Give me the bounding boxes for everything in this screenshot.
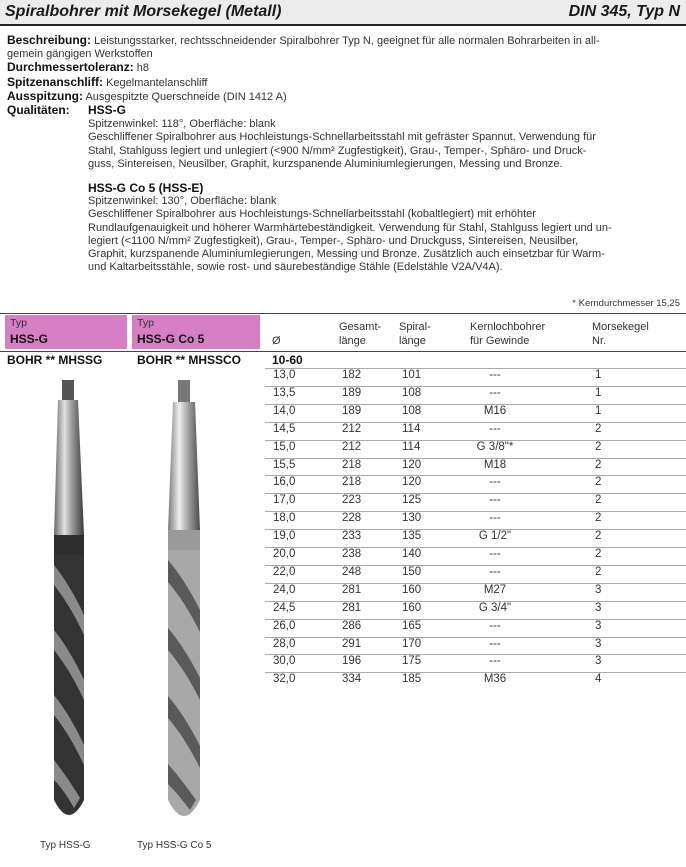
cell-s: 160 xyxy=(402,583,422,596)
beschreibung-text-2: gemein gängigen Werkstoffen xyxy=(7,48,153,61)
cell-s: 108 xyxy=(402,404,422,417)
table-row xyxy=(265,565,686,581)
col-header-spirallaenge: Spiral- länge xyxy=(399,321,431,347)
quality-2-line: Rundlaufgenauigkeit und höherer Warmhärtebeständigkeit. Verwendung für Stahl, Stahlguss legiert und un- xyxy=(88,221,612,234)
spitzen-label: Spitzenanschliff: xyxy=(7,74,104,89)
cell-m: 1 xyxy=(595,386,602,399)
col-header-morsekegel: Morsekegel Nr. xyxy=(592,321,649,347)
drill-illustrations xyxy=(0,380,260,840)
ausspitz-value: Ausgespitzte Querschneide (DIN 1412 A) xyxy=(85,90,287,103)
quality-1-title: HSS-G xyxy=(88,103,127,118)
cell-k: G 1/2" xyxy=(478,530,512,543)
quality-2-line: und Kaltarbeitsstähle, sowie rost- und säurebeständige Stähle (Edelstähle V2A/V4A). xyxy=(88,261,503,274)
cell-m: 4 xyxy=(595,673,602,686)
cell-k: --- xyxy=(489,369,501,381)
cell-d: 17,0 xyxy=(273,494,296,507)
table-row xyxy=(265,440,686,456)
cell-s: 120 xyxy=(402,476,422,489)
cell-g: 218 xyxy=(342,458,362,471)
cell-g: 218 xyxy=(342,476,362,489)
cell-m: 2 xyxy=(595,530,602,543)
table-row xyxy=(265,422,686,438)
cell-m: 2 xyxy=(595,512,602,525)
cell-m: 1 xyxy=(595,404,602,417)
cell-k: --- xyxy=(489,565,501,578)
article-code-hss-g: BOHR ** MHSSG xyxy=(7,353,103,367)
cell-d: 18,0 xyxy=(273,512,296,525)
beschreibung-label: Beschreibung: xyxy=(7,33,92,47)
cell-s: 114 xyxy=(402,422,421,435)
cell-d: 14,5 xyxy=(273,422,296,435)
cell-m: 2 xyxy=(595,440,602,453)
cell-k: --- xyxy=(489,494,501,507)
table-row xyxy=(265,493,686,509)
cell-m: 3 xyxy=(595,583,602,596)
cell-m: 3 xyxy=(595,637,602,650)
caption-hss-g: Typ HSS-G xyxy=(40,840,91,851)
cell-m: 2 xyxy=(595,548,602,560)
cell-d: 20,0 xyxy=(273,548,296,560)
cell-k: M18 xyxy=(483,458,507,471)
cell-s: 135 xyxy=(402,530,422,543)
quality-1-line: Spitzenwinkel: 118°, Oberfläche: blank xyxy=(88,118,276,131)
cell-m: 2 xyxy=(595,458,602,471)
type-label: Typ xyxy=(137,317,154,329)
header-rule xyxy=(0,351,686,352)
cell-m: 3 xyxy=(595,601,602,614)
cell-k: G 3/4" xyxy=(478,601,512,614)
cell-s: 130 xyxy=(402,512,422,525)
cell-d: 28,0 xyxy=(273,637,296,650)
cell-m: 2 xyxy=(595,476,602,489)
cell-g: 212 xyxy=(342,440,362,453)
cell-s: 185 xyxy=(402,673,422,686)
page-title: Spiralbohrer mit Morsekegel (Metall) xyxy=(5,3,282,20)
type-header-hss-g xyxy=(5,315,127,349)
cell-d: 32,0 xyxy=(273,673,296,686)
quality-2-line: Geschliffener Spiralbohrer aus Hochleistungs-Schnellarbeitsstahl (kobaltlegiert) mit erhöhter xyxy=(88,208,536,221)
cell-g: 189 xyxy=(342,386,362,399)
table-top-rule xyxy=(0,313,686,314)
table-row xyxy=(265,583,686,599)
cell-k: --- xyxy=(489,619,501,632)
table-row xyxy=(265,529,686,545)
cell-k: --- xyxy=(489,422,501,435)
cell-d: 15,0 xyxy=(273,440,296,453)
cell-d: 13,0 xyxy=(273,369,296,381)
table-row xyxy=(265,672,686,688)
quality-2-title: HSS-G Co 5 (HSS-E) xyxy=(88,181,204,196)
footnote: * Kerndurchmesser 15,25 xyxy=(572,298,680,309)
ausspitz-label: Ausspitzung: xyxy=(7,88,83,103)
table-row xyxy=(265,654,686,670)
cell-s: 150 xyxy=(402,565,422,578)
col-header-gesamtlaenge: Gesamt- länge xyxy=(339,321,382,347)
cell-g: 248 xyxy=(342,565,362,578)
cell-k: M27 xyxy=(483,583,507,596)
beschreibung-text: Leistungsstarker, rechtsschneidender Spiralbohrer Typ N, geeignet für alle normalen Bohrarbeiten in all- xyxy=(94,35,600,47)
type-header-hss-g-co5 xyxy=(132,315,260,349)
toleranz-value: h8 xyxy=(136,62,150,75)
cell-g: 238 xyxy=(342,548,362,560)
caption-hss-g-co5: Typ HSS-G Co 5 xyxy=(137,840,212,851)
cell-g: 228 xyxy=(342,512,362,525)
cell-s: 175 xyxy=(402,655,422,668)
quality-1-line: Geschliffener Spiralbohrer aus Hochleistungs-Schnellarbeitsstahl mit gefräster Spannut. Verwendung für xyxy=(88,131,596,144)
cell-s: 140 xyxy=(402,548,422,560)
cell-m: 2 xyxy=(595,494,602,507)
cell-k: --- xyxy=(489,476,501,489)
cell-s: 125 xyxy=(402,494,422,507)
cell-k: G 3/8"* xyxy=(476,440,514,453)
table-row xyxy=(265,637,686,653)
cell-s: 160 xyxy=(402,601,422,614)
cell-g: 196 xyxy=(342,655,362,668)
toleranz-label: Durchmessertoleranz: xyxy=(7,60,134,75)
cell-m: 1 xyxy=(595,369,602,381)
title-bar xyxy=(0,0,686,26)
article-code-hss-g-co5: BOHR ** MHSSCO xyxy=(137,353,242,367)
cell-g: 212 xyxy=(342,422,362,435)
table-row xyxy=(265,368,686,384)
cell-d: 24,0 xyxy=(273,583,296,596)
table-row xyxy=(265,475,686,491)
cell-d: 14,0 xyxy=(273,404,296,417)
cell-s: 108 xyxy=(402,386,422,399)
table-row xyxy=(265,458,686,474)
type-name: HSS-G xyxy=(10,332,49,346)
type-name: HSS-G Co 5 xyxy=(137,332,205,346)
cell-k: --- xyxy=(489,386,501,399)
cell-m: 3 xyxy=(595,655,602,668)
cell-g: 223 xyxy=(342,494,362,507)
cell-k: --- xyxy=(489,512,501,525)
col-header-diameter: Ø xyxy=(272,335,281,347)
cell-g: 286 xyxy=(342,619,362,632)
quality-2-line: legiert (<1100 N/mm² Zugfestigkeit), Grau-, Temper-, Sphäro- und Druckguss, Sintereisen, Neusilber, xyxy=(88,234,579,247)
cell-m: 3 xyxy=(595,619,602,632)
cell-g: 281 xyxy=(342,601,362,614)
table-row xyxy=(265,511,686,527)
cell-s: 101 xyxy=(402,369,422,381)
table-row xyxy=(265,386,686,402)
quality-1-line: guss, Sintereisen, Neusilber, Graphit, kurzspanende Aluminiumlegierungen, Messing und Bronze. xyxy=(88,157,563,170)
table-row xyxy=(265,601,686,617)
col-header-kernlochbohrer: Kernlochbohrer für Gewinde xyxy=(470,321,546,347)
description-block xyxy=(7,34,679,274)
cell-d: 13,5 xyxy=(273,386,296,399)
cell-k: --- xyxy=(489,655,501,668)
cell-d: 26,0 xyxy=(273,619,296,632)
qualitaeten-label: Qualitäten: xyxy=(7,103,70,118)
cell-d: 16,0 xyxy=(273,476,296,489)
cell-s: 165 xyxy=(402,619,422,632)
cell-m: 2 xyxy=(595,565,602,578)
din-standard: DIN 345, Typ N xyxy=(568,3,680,20)
table-row xyxy=(265,619,686,635)
cell-g: 334 xyxy=(342,673,362,686)
quality-2-line: Spitzenwinkel: 130°, Oberfläche: blank xyxy=(88,195,277,208)
cell-k: --- xyxy=(489,548,501,560)
cell-k: M36 xyxy=(483,673,507,686)
drill-hss-g-co5-image xyxy=(168,380,200,816)
cell-d: 22,0 xyxy=(273,565,296,578)
cell-s: 114 xyxy=(402,440,421,453)
diameter-range: 10-60 xyxy=(272,353,303,367)
cell-s: 120 xyxy=(402,458,422,471)
cell-m: 2 xyxy=(595,422,602,435)
table-row xyxy=(265,547,686,563)
table-row xyxy=(265,404,686,420)
cell-s: 170 xyxy=(402,637,422,650)
quality-2-line: Graphit, kurzspanende Aluminiumlegierungen, Messing und Bronze. Zusätzlich auch einsetzbar für Warm- xyxy=(88,248,605,261)
cell-g: 182 xyxy=(342,369,362,381)
cell-d: 15,5 xyxy=(273,458,296,471)
cell-g: 281 xyxy=(342,583,362,596)
drill-hss-g-image xyxy=(54,380,84,815)
spitzen-value: Kegelmantelanschliff xyxy=(106,76,208,89)
cell-g: 189 xyxy=(342,404,362,417)
cell-d: 24,5 xyxy=(273,601,296,614)
quality-1-line: Stahl, Stahlguss legiert und unlegiert (<900 N/mm² Zugfestigkeit), Grau-, Temper-, Sphäro- und Druck- xyxy=(88,144,587,157)
cell-k: --- xyxy=(489,637,501,650)
cell-g: 291 xyxy=(342,637,362,650)
cell-d: 19,0 xyxy=(273,530,296,543)
type-label: Typ xyxy=(10,317,27,329)
cell-k: M16 xyxy=(483,404,507,417)
cell-d: 30,0 xyxy=(273,655,296,668)
cell-g: 233 xyxy=(342,530,362,543)
